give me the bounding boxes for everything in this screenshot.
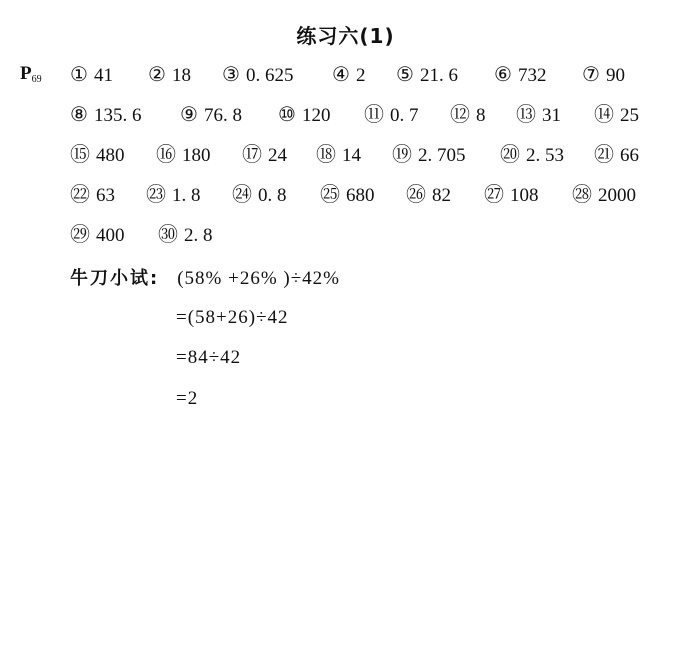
answer-item — [516, 102, 561, 128]
answer-value: 2. 8 — [184, 225, 213, 246]
answer-value: 680 — [346, 185, 375, 206]
answer-value: 180 — [182, 145, 211, 166]
answer-item — [156, 142, 211, 168]
answer-value: 732 — [517, 65, 547, 86]
answer-number: ⑬ — [516, 102, 536, 126]
answer-row — [70, 222, 670, 262]
answer-item — [594, 102, 639, 128]
answer-number: ⑦ — [582, 62, 600, 86]
answer-item — [364, 102, 419, 128]
answer-list — [70, 62, 670, 262]
answer-number: ㉑ — [594, 142, 614, 166]
solution-step: =84÷42 — [176, 347, 242, 368]
answer-item — [158, 222, 213, 248]
answer-value: 135. 6 — [93, 105, 142, 126]
answer-item — [278, 102, 330, 128]
exercise-expression: (58% +26% )÷42% — [177, 268, 340, 289]
answer-value: 2000 — [598, 185, 636, 206]
answer-value: 400 — [96, 225, 125, 246]
answer-number: ⑲ — [392, 142, 412, 166]
answer-value: 1. 8 — [172, 185, 201, 206]
answer-value: 480 — [96, 145, 125, 166]
answer-number: ㉖ — [406, 182, 426, 206]
answer-item — [594, 142, 639, 168]
answer-item — [392, 142, 466, 168]
answer-row — [70, 102, 670, 142]
answer-number: ⑯ — [156, 142, 176, 166]
answer-number: ㉓ — [146, 182, 166, 206]
answer-item — [70, 182, 115, 208]
answer-item — [70, 62, 113, 88]
answer-item — [70, 102, 141, 128]
answer-number: ⑪ — [364, 102, 384, 126]
answer-number: ⑤ — [396, 62, 414, 86]
answer-number: ㉒ — [70, 182, 90, 206]
answer-value: 0. 7 — [390, 105, 419, 126]
answer-item — [222, 62, 293, 88]
answer-row — [70, 142, 670, 182]
answer-value: 14 — [342, 145, 361, 166]
answer-value: 82 — [432, 185, 451, 206]
answer-number: ⑨ — [180, 102, 198, 126]
answer-value: 120 — [301, 105, 331, 126]
answer-item — [450, 102, 486, 128]
answer-number: ㉚ — [158, 222, 178, 246]
exercise-line — [70, 264, 340, 290]
answer-value: 2. 53 — [526, 145, 564, 166]
answer-value: 31 — [542, 105, 561, 126]
answer-item — [494, 62, 546, 88]
answer-value: 108 — [510, 185, 539, 206]
answer-item — [232, 182, 287, 208]
answer-item — [70, 222, 125, 248]
answer-item — [332, 62, 365, 88]
answer-number: ㉘ — [572, 182, 592, 206]
answer-value: 76. 8 — [203, 105, 242, 126]
answer-number: ① — [70, 62, 88, 86]
page-number-label — [20, 63, 42, 85]
answer-item — [484, 182, 539, 208]
answer-value: 2. 705 — [418, 145, 466, 166]
answer-item — [500, 142, 564, 168]
answer-value: 18 — [171, 65, 191, 86]
answer-number: ㉗ — [484, 182, 504, 206]
answer-number: ⑥ — [494, 62, 512, 86]
answer-number: ⑩ — [278, 102, 296, 126]
page-number: 69 — [31, 74, 42, 85]
answer-item — [316, 142, 361, 168]
answer-item — [406, 182, 451, 208]
answer-value: 25 — [620, 105, 639, 126]
answer-item — [320, 182, 375, 208]
answer-value: 8 — [476, 105, 486, 126]
answer-number: ⑭ — [594, 102, 614, 126]
answer-item — [70, 142, 125, 168]
answer-number: ⑧ — [70, 102, 88, 126]
exercise-label: 牛刀小试: — [70, 268, 160, 289]
answer-row — [70, 62, 670, 102]
answer-value: 90 — [605, 65, 625, 86]
answer-row — [70, 182, 670, 222]
solution-step: =2 — [176, 388, 199, 409]
answer-number: ② — [148, 62, 166, 86]
answer-value: 0. 625 — [245, 65, 294, 86]
answer-number: ⑱ — [316, 142, 336, 166]
answer-number: ③ — [222, 62, 240, 86]
answer-number: ㉙ — [70, 222, 90, 246]
solution-step: =(58+26)÷42 — [176, 307, 289, 328]
page-prefix: P — [20, 63, 32, 84]
answer-value: 21. 6 — [419, 65, 458, 86]
answer-number: ⑮ — [70, 142, 90, 166]
answer-item — [180, 102, 242, 128]
answer-item — [572, 182, 636, 208]
page-title: 练习六(1) — [296, 24, 395, 48]
answer-value: 66 — [620, 145, 639, 166]
answer-value: 63 — [96, 185, 115, 206]
answer-number: ④ — [332, 62, 350, 86]
answer-number: ⑳ — [500, 142, 520, 166]
answer-number: ⑫ — [450, 102, 470, 126]
answer-number: ⑰ — [242, 142, 262, 166]
answer-item — [146, 182, 201, 208]
answer-item — [396, 62, 458, 88]
answer-item — [582, 62, 625, 88]
answer-item — [148, 62, 191, 88]
answer-number: ㉕ — [320, 182, 340, 206]
answer-item — [242, 142, 287, 168]
answer-value: 2 — [355, 65, 366, 86]
answer-value: 41 — [93, 65, 113, 86]
answer-value: 0. 8 — [258, 185, 287, 206]
answer-number: ㉔ — [232, 182, 252, 206]
answer-value: 24 — [268, 145, 287, 166]
